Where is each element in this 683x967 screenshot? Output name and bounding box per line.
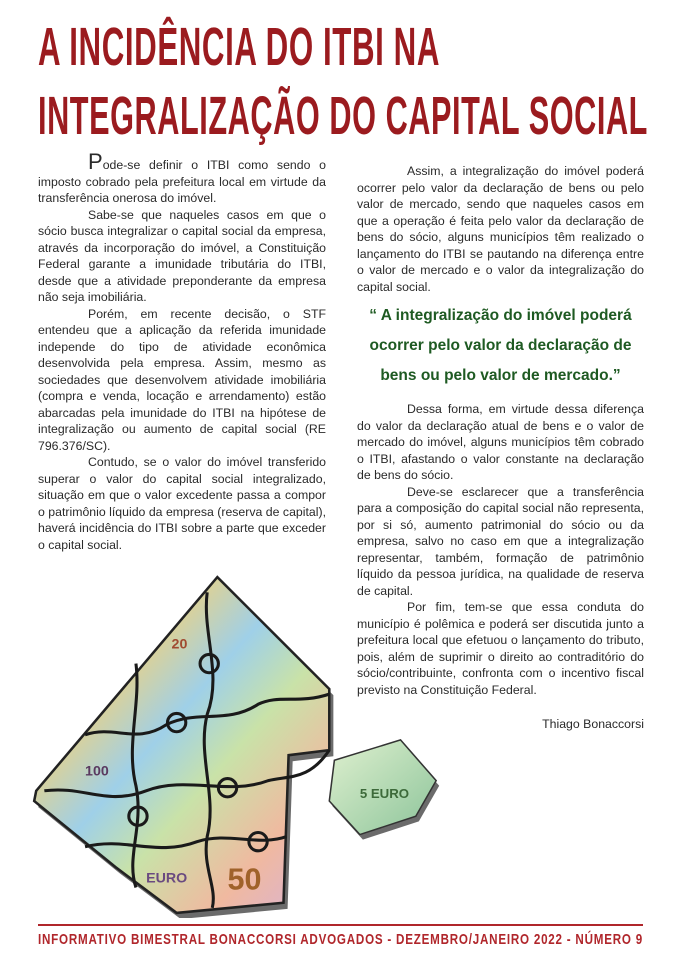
loose-puzzle-piece xyxy=(329,740,439,840)
article-title-line-1: A INCIDÊNCIA DO ITBI NA xyxy=(38,17,440,77)
banknote-label: 50 xyxy=(227,862,262,897)
banknote-label: 100 xyxy=(85,763,109,780)
paragraph xyxy=(38,149,326,207)
banknote-label: 20 xyxy=(171,636,188,653)
footer-divider xyxy=(38,924,643,926)
paragraph: Por fim, tem-se que essa conduta do município é polêmica e poderá ser discutida junto a prefeitura local que efetuou o lançamento do tributo, pois, além de suprimir o direito ao contraditório do sócio/contribuinte, confronta com o incentivo fiscal previsto na Constituição Federal. xyxy=(357,600,644,697)
author-signature: Thiago Bonaccorsi xyxy=(542,717,644,731)
paragraph-text: ode-se definir o ITBI como sendo o imposto cobrado pela prefeitura local em virtude da transferência onerosa do imóvel. xyxy=(38,158,326,205)
puzzle-house xyxy=(34,577,329,913)
banknote-label: EURO xyxy=(146,870,188,887)
banknote-label: 5 EURO xyxy=(359,785,410,801)
left-column xyxy=(38,149,326,553)
paragraph: Dessa forma, em virtude dessa diferença do valor da declaração atual de bens e o valor de mercado do imóvel, alguns municípios têm cobrado o ITBI, afastando o valor constante na declaração de bens do sócio. xyxy=(357,402,644,482)
footer-text: INFORMATIVO BIMESTRAL BONACCORSI ADVOGADOS - DEZEMBRO/JANEIRO 2022 - NÚMERO 9 xyxy=(38,931,643,948)
paragraph: Porém, em recente decisão, o STF entendeu que a aplicação da referida imunidade independe do tipo de atividade econômica desenvolvida pela empresa. Assim, mesmo as sociedades que desenvolvem atividade imobiliária (compra e venda, locação e arrendamento) estão abarcadas pela imunidade do ITBI na hipótese de integralização ou aumento de capital social (RE 796.376/SC). xyxy=(38,306,326,453)
paragraph: Assim, a integralização do imóvel poderá ocorrer pelo valor da declaração de bens ou pelo valor de mercado, sendo que naqueles casos em que a operação é feita pelo valor da declaração de bens do sócio, alguns municípios têm realizado o lançamento do ITBI se pautando na diferença entre o valor de mercado e o valor da integralização do capital social. xyxy=(357,164,644,294)
puzzle-house-euro-illustration xyxy=(24,572,441,918)
paragraph: Deve-se esclarecer que a transferência para a composição do capital social não representa, por si só, aumento patrimonial do sócio ou da empresa, salvo no caso em que a integralização representar, também, formação de patrimônio líquido da pessoa jurídica, na qualidade de reserva de capital. xyxy=(357,484,644,598)
paragraph: Sabe-se que naqueles casos em que o sócio busca integralizar o capital social da empresa, através da incorporação do imóvel, a Constituição Federal garante a imunidade tributária do ITBI, desde que a atividade preponderante da empresa não seja imobiliária. xyxy=(38,207,326,304)
paragraph: Contudo, se o valor do imóvel transferido superar o valor do capital social integralizado, situação em que o valor excedente passa a compor o patrimônio líquido da empresa (reserva de capital), haverá incidência do ITBI sobre a parte que exceder o capital social. xyxy=(38,455,326,552)
pull-quote: “ A integralização do imóvel poderá ocorrer pelo valor da declaração de bens ou pelo valor de mercado.” xyxy=(369,307,632,384)
article-title-line-2: INTEGRALIZAÇÃO DO CAPITAL SOCIAL xyxy=(38,86,648,146)
drop-cap: P xyxy=(88,149,103,174)
